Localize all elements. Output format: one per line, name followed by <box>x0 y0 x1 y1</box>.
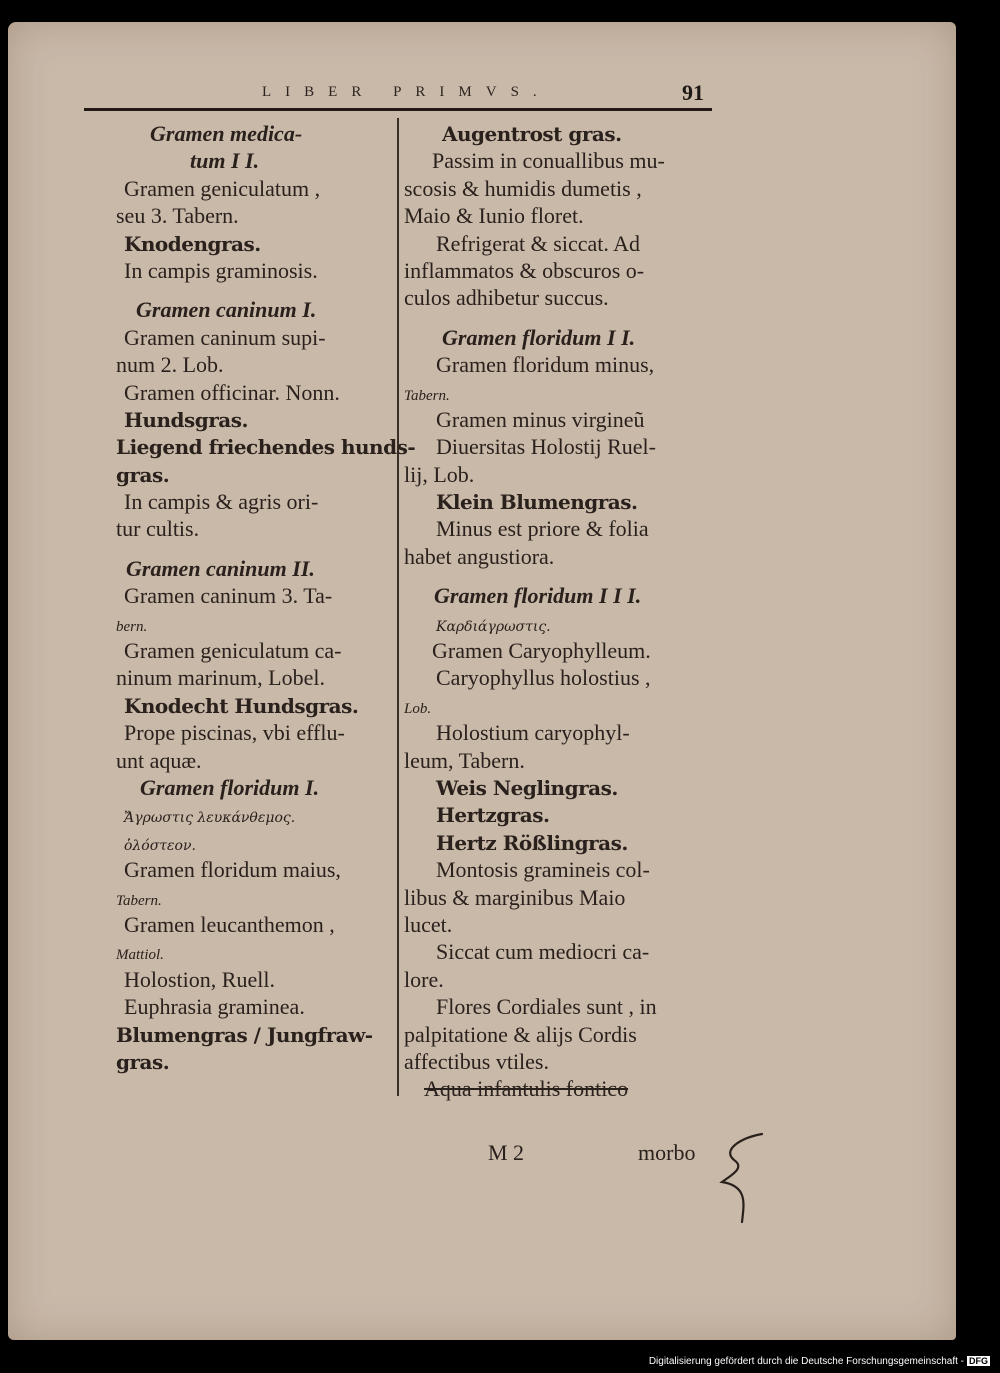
text-line <box>116 175 392 202</box>
left-column <box>116 120 416 1075</box>
line-text: lij, Lob. <box>404 461 475 487</box>
line-text: inflammatos & obscuros o- <box>404 257 645 283</box>
section-heading <box>116 296 392 323</box>
text-line <box>404 966 709 993</box>
text-line <box>116 1048 392 1075</box>
text-line <box>404 351 709 378</box>
text-line <box>404 406 709 433</box>
line-text: Diuersitas Holostij Ruel- <box>436 434 656 460</box>
line-text: In campis graminosis. <box>124 257 318 283</box>
text-line <box>116 324 392 351</box>
line-text: Gramen caninum I. <box>136 297 317 323</box>
section-heading <box>404 582 709 609</box>
text-line <box>116 433 416 460</box>
text-line <box>116 257 392 284</box>
line-text: Caryophyllus holostius , <box>436 665 651 691</box>
text-line <box>116 202 392 229</box>
digitization-credit <box>649 1356 990 1367</box>
pen-flourish <box>700 1120 780 1230</box>
line-text: lore. <box>404 966 444 992</box>
line-text: Prope piscinas, vbi efflu- <box>124 720 345 746</box>
line-text: Montosis gramineis col- <box>436 857 650 883</box>
text-line <box>404 147 709 174</box>
text-line <box>404 570 709 582</box>
header-rule <box>84 108 712 111</box>
line-text: Hertz Rößlingras. <box>436 830 628 855</box>
text-line <box>404 433 709 460</box>
text-line <box>404 257 709 284</box>
line-text: Tabern. <box>404 387 450 404</box>
text-line <box>116 829 392 856</box>
line-text: lucet. <box>404 911 453 937</box>
line-text: Maio & Iunio floret. <box>404 203 584 229</box>
text-line <box>404 637 709 664</box>
line-text: affectibus vtiles. <box>404 1048 549 1074</box>
line-text: Hundsgras. <box>124 407 248 432</box>
line-text: gras. <box>116 462 170 487</box>
line-text: Gramen floridum I I. <box>442 324 636 350</box>
line-text: Flores Cordiales sunt , in <box>436 994 657 1020</box>
text-line <box>116 461 392 488</box>
text-line <box>116 856 392 883</box>
text-line <box>404 801 709 828</box>
text-line <box>404 461 709 488</box>
text-line <box>116 543 392 555</box>
text-line <box>116 515 392 542</box>
text-line <box>116 801 392 828</box>
credit-text: Digitalisierung gefördert durch die Deutsche Forschungsgemeinschaft - <box>648 1356 964 1367</box>
line-text: Euphrasia graminea. <box>124 994 305 1020</box>
text-line <box>116 610 392 637</box>
line-text: Holostium caryophyl- <box>436 720 630 746</box>
line-text: Gramen floridum minus, <box>436 352 655 378</box>
section-heading <box>116 555 392 582</box>
line-text: Augentrost gras. <box>442 122 622 146</box>
text-line <box>404 1075 709 1102</box>
text-line <box>404 230 709 257</box>
line-text: Gramen caninum supi- <box>124 324 326 350</box>
line-text: Refrigerat & siccat. Ad <box>436 230 641 256</box>
text-line <box>404 884 709 911</box>
text-line <box>116 993 392 1020</box>
line-text: Gramen officinar. Nonn. <box>124 379 340 405</box>
text-line <box>404 1048 709 1075</box>
column-divider <box>397 118 399 1096</box>
line-text: scosis & humidis dumetis , <box>404 175 642 201</box>
text-line <box>404 175 709 202</box>
text-line <box>116 406 392 433</box>
running-head: LIBER PRIMVS. <box>262 84 551 100</box>
text-line <box>404 692 709 719</box>
text-line <box>404 1021 709 1048</box>
line-text: ninum marinum, Lobel. <box>116 665 325 691</box>
text-line <box>404 610 709 637</box>
line-text: Gramen caninum 3. Ta- <box>124 583 333 609</box>
line-text: bern. <box>116 618 148 635</box>
text-line <box>404 747 709 774</box>
line-text: Gramen medica- <box>150 121 303 146</box>
line-text: Blumengras / Jungfraw- <box>116 1022 373 1047</box>
text-line <box>116 582 392 609</box>
text-line <box>116 966 392 993</box>
section-heading <box>116 147 392 174</box>
line-text: tum I I. <box>190 148 260 174</box>
signature-mark: M 2 <box>488 1140 525 1165</box>
line-text: libus & marginibus Maio <box>404 884 626 910</box>
line-text: Liegend friechendes hunds- <box>116 435 416 460</box>
line-text: tur cultis. <box>116 516 200 542</box>
line-text: gras. <box>116 1049 170 1074</box>
line-text: Lob. <box>404 700 432 717</box>
dfg-logo: DFG <box>969 1356 988 1366</box>
line-text: culos adhibetur succus. <box>404 285 609 311</box>
line-text: Siccat cum mediocri ca- <box>436 939 650 965</box>
text-line <box>404 515 709 542</box>
text-line <box>404 664 709 691</box>
text-line <box>116 911 392 938</box>
line-text: Gramen geniculatum ca- <box>124 638 342 664</box>
line-text: Gramen caninum II. <box>126 555 315 581</box>
text-line <box>116 884 392 911</box>
line-text: Mattiol. <box>116 947 164 964</box>
line-text: In campis & agris ori- <box>124 489 319 515</box>
line-text: num 2. Lob. <box>116 352 224 378</box>
line-text: Minus est priore & folia <box>436 516 649 542</box>
text-line <box>404 120 709 147</box>
line-text: Aqua infantulis fontico <box>424 1076 629 1102</box>
text-line <box>404 856 709 883</box>
text-line <box>404 379 709 406</box>
text-line <box>404 911 709 938</box>
section-heading <box>116 774 392 801</box>
line-text: Gramen floridum I. <box>140 774 320 800</box>
text-line <box>404 829 709 856</box>
text-line <box>116 379 392 406</box>
text-line <box>116 1021 392 1048</box>
line-text: seu 3. Tabern. <box>116 203 239 229</box>
text-line <box>404 284 709 311</box>
line-text: Gramen floridum I I I. <box>434 583 642 609</box>
section-heading <box>404 324 709 351</box>
text-line <box>404 774 709 801</box>
text-line <box>404 719 709 746</box>
line-text: leum, Tabern. <box>404 747 525 773</box>
line-text: Gramen geniculatum , <box>124 175 321 201</box>
right-column <box>404 120 709 1103</box>
text-line <box>404 312 709 324</box>
line-text: Knodengras. <box>124 231 261 256</box>
line-text: Knodecht Hundsgras. <box>124 693 359 718</box>
catchword: morbo <box>638 1140 696 1165</box>
text-line <box>116 938 392 965</box>
text-line <box>404 993 709 1020</box>
text-line <box>116 719 392 746</box>
line-text: Klein Blumengras. <box>436 490 638 515</box>
line-text: Hertzgras. <box>436 803 550 828</box>
section-heading <box>116 120 392 147</box>
line-text: palpitatione & alijs Cordis <box>404 1021 637 1047</box>
text-line <box>404 488 709 515</box>
line-text: Gramen Caryophylleum. <box>432 638 651 664</box>
line-text: ὁλόστεον. <box>124 837 196 854</box>
text-line <box>116 230 392 257</box>
text-line <box>116 637 392 664</box>
text-line <box>404 938 709 965</box>
line-text: Holostion, Ruell. <box>124 966 275 992</box>
line-text: Ἄγρωστις λευκάνθεμος. <box>124 810 296 827</box>
line-text: Gramen floridum maius, <box>124 857 341 883</box>
line-text: Tabern. <box>116 892 162 909</box>
line-text: Weis Neglingras. <box>436 775 618 800</box>
line-text: unt aquæ. <box>116 747 202 773</box>
text-line <box>116 284 392 296</box>
line-text: Καρδιάγρωστις. <box>436 618 551 635</box>
text-line <box>404 543 709 570</box>
text-line <box>116 488 392 515</box>
line-text: habet angustiora. <box>404 543 555 569</box>
text-line <box>116 692 392 719</box>
page-number: 91 <box>682 80 704 105</box>
text-line <box>116 747 392 774</box>
line-text: Gramen leucanthemon , <box>124 911 335 937</box>
text-line <box>116 351 392 378</box>
text-line <box>404 202 709 229</box>
line-text: Gramen minus virgineũ <box>436 406 645 432</box>
line-text: Passim in conuallibus mu- <box>432 148 665 174</box>
text-line <box>116 664 392 691</box>
